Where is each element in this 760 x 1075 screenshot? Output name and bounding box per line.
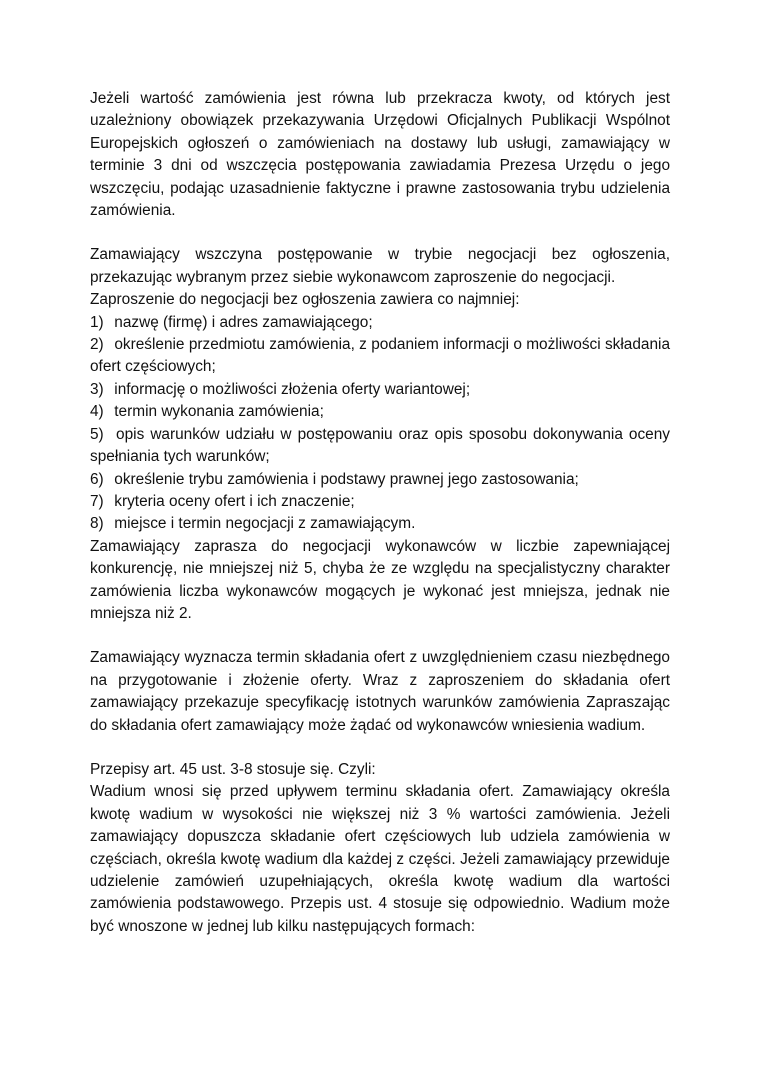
list-item [90, 491, 670, 513]
paragraph-invitation-intro: Zaproszenie do negocjacji bez ogłoszenia zawiera co najmniej: [90, 291, 520, 309]
list-item-text: miejsce i termin negocjacji z zamawiającym. [114, 515, 416, 533]
list-item-number: 1) [90, 313, 104, 331]
list-item [90, 379, 670, 401]
paragraph-regulations: Przepisy art. 45 ust. 3-8 stosuje się. Czyli: [90, 760, 376, 778]
list-item [90, 334, 670, 379]
list-item-number: 4) [90, 403, 104, 421]
invitation-requirements-list [90, 312, 670, 536]
list-item-text: termin wykonania zamówienia; [114, 403, 324, 421]
list-item-text: nazwę (firmę) i adres zamawiającego; [114, 313, 373, 331]
list-item-number: 6) [90, 470, 104, 488]
document-page [90, 88, 670, 938]
list-item [90, 312, 670, 334]
list-item-text: kryteria oceny ofert i ich znaczenie; [114, 492, 355, 510]
list-item-text: określenie przedmiotu zamówienia, z podaniem informacji o możliwości składania ofert częściowych; [90, 336, 670, 376]
list-item-number: 7) [90, 492, 104, 510]
list-item-text: opis warunków udziału w postępowaniu oraz opis sposobu dokonywania oceny spełniania tych warunków; [90, 425, 670, 466]
list-item [90, 424, 670, 469]
paragraph-initiation: Zamawiający wszczyna postępowanie w trybie negocjacji bez ogłoszenia, przekazując wybranym przez siebie wykonawcom zaproszenie do negocjacji. [90, 246, 670, 286]
paragraph-notification: Jeżeli wartość zamówienia jest równa lub przekracza kwoty, od których jest uzależniony obowiązek przekazywania Urzędowi Oficjalnych Publikacji Wspólnot Europejskich ogłoszeń o zamówieniach na dostawy lub usługi, zamawiający w terminie 3 dni od wszczęcia postępowania zawiadamia Prezesa Urzędu o jego wszczęciu, podając uzasadnienie faktyczne i prawne zastosowania trybu udzielenia zamówienia. [90, 90, 670, 220]
list-item-text: określenie trybu zamówienia i podstawy prawnej jego zastosowania; [114, 470, 579, 488]
list-item-number: 8) [90, 515, 104, 533]
paragraph-wadium: Wadium wnosi się przed upływem terminu składania ofert. Zamawiający określa kwotę wadium w wysokości nie większej niż 3 % wartości zamówienia. Jeżeli zamawiający dopuszcza składanie ofert częściowych lub udziela zamówienia w częściach, określa kwotę wadium dla każdej z części. Jeżeli zamawiający przewiduje udzielenie zamówień uzupełniających, określa kwotę wadium dla wartości zamówienia podstawowego. Przepis ust. 4 stosuje się odpowiednio. Wadium może być wnoszone w jednej lub kilku następujących formach: [90, 783, 670, 935]
list-item-text: informację o możliwości złożenia oferty wariantowej; [114, 380, 471, 398]
list-item-number: 3) [90, 380, 104, 398]
list-item [90, 401, 670, 423]
paragraph-offer-deadline: Zamawiający wyznacza termin składania ofert z uwzględnieniem czasu niezbędnego na przygotowanie i złożenie oferty. Wraz z zaproszeniem do składania ofert zamawiający przekazuje specyfikację istotnych warunków zamówienia Zapraszając do składania ofert zamawiający może żądać od wykonawców wniesienia wadium. [90, 649, 670, 734]
list-item [90, 469, 670, 491]
paragraph-contractor-count: Zamawiający zaprasza do negocjacji wykonawców w liczbie zapewniającej konkurencję, nie mniejszej niż 5, chyba że ze względu na specjalistyczny charakter zamówienia liczba wykonawców mogących je wykonać jest mniejsza, jednak nie mniejsza niż 2. [90, 537, 670, 622]
list-item-number: 2) [90, 336, 104, 354]
list-item [90, 513, 670, 535]
list-item-number: 5) [90, 425, 104, 443]
